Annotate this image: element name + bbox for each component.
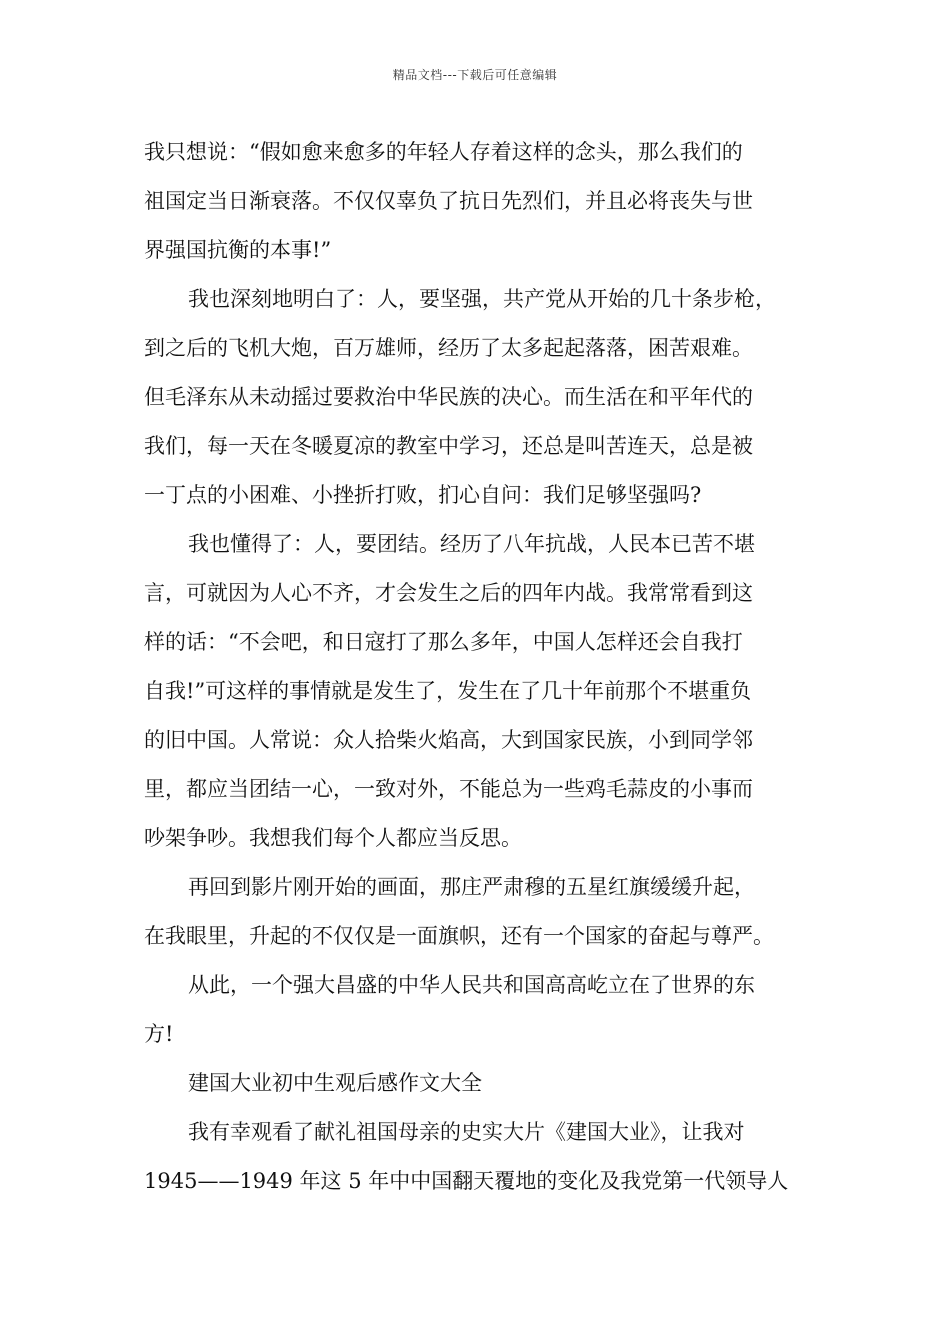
section-title: 建国大业初中生观后感作文大全 xyxy=(188,1071,482,1095)
text-line: 我们，每一天在冬暖夏凉的教室中学习，还总是叫苦连天，总是被 xyxy=(144,434,753,458)
text-line: 我只想说：“假如愈来愈多的年轻人存着这样的念头，那么我们的 xyxy=(144,140,743,164)
text-line: 吵架争吵。我想我们每个人都应当反思。 xyxy=(144,826,522,850)
text-line: 方! xyxy=(144,1022,174,1046)
text-line: 样的话：“不会吧，和日寇打了那么多年，中国人怎样还会自我打 xyxy=(144,630,743,654)
text-line: 到之后的飞机大炮，百万雄师，经历了太多起起落落，困苦艰难。 xyxy=(144,336,753,360)
text-line: 再回到影片刚开始的画面，那庄严肃穆的五星红旗缓缓升起， xyxy=(188,875,755,899)
text-line: 里，都应当团结一心，一致对外，不能总为一些鸡毛蒜皮的小事而 xyxy=(144,777,753,801)
text-line: 的旧中国。人常说：众人拾柴火焰高，大到国家民族，小到同学邻 xyxy=(144,728,753,752)
text-line: 自我!”可这样的事情就是发生了，发生在了几十年前那个不堪重负 xyxy=(144,679,752,703)
document-body xyxy=(144,128,808,1206)
text-line: 一丁点的小困难、小挫折打败，扪心自问：我们足够坚强吗? xyxy=(144,483,702,507)
text-line: 1945——1949 年这 5 年中中国翻天覆地的变化及我党第一代领导人 xyxy=(144,1169,789,1193)
text-line: 从此，一个强大昌盛的中华人民共和国高高屹立在了世界的东 xyxy=(188,973,755,997)
text-line: 我有幸观看了献礼祖国母亲的史实大片《建国大业》，让我对 xyxy=(188,1120,745,1144)
text-line: 界强国抗衡的本事!” xyxy=(144,238,332,262)
text-line: 祖国定当日渐衰落。不仅仅辜负了抗日先烈们，并且必将丧失与世 xyxy=(144,189,753,213)
text-line: 我也深刻地明白了：人，要坚强，共产党从开始的几十条步枪， xyxy=(188,287,776,311)
text-line: 在我眼里，升起的不仅仅是一面旗帜，还有一个国家的奋起与尊严。 xyxy=(144,924,774,948)
text-line: 我也懂得了：人，要团结。经历了八年抗战，人民本已苦不堪 xyxy=(188,532,755,556)
text-line: 但毛泽东从未动摇过要救治中华民族的决心。而生活在和平年代的 xyxy=(144,385,753,409)
page-header: 精品文档---下载后可任意编辑 xyxy=(392,68,558,82)
text-line: 言，可就因为人心不齐，才会发生之后的四年内战。我常常看到这 xyxy=(144,581,753,605)
